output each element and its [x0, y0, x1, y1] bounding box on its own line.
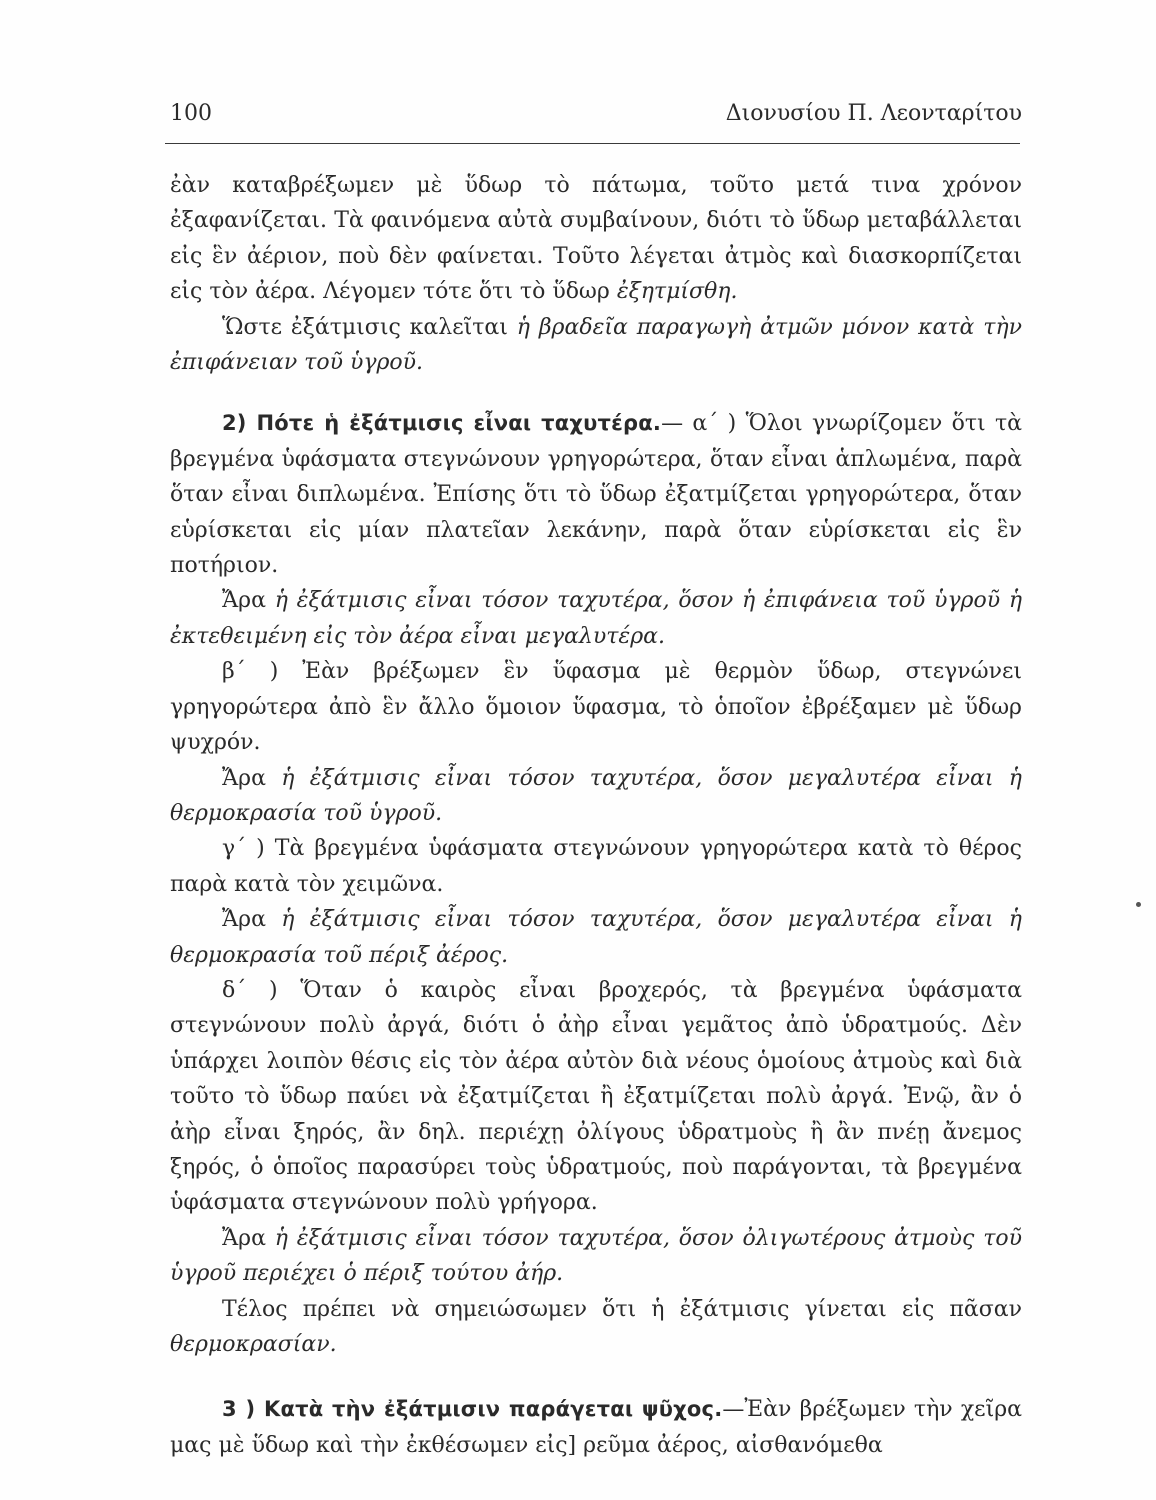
- header-rule: [165, 143, 1020, 144]
- final-italic: θερμοκρασίαν.: [170, 1332, 337, 1357]
- running-title: Διονυσίου Π. Λεονταρίτου: [725, 101, 1022, 126]
- case-d-text: δ΄ ) Ὅταν ὁ καιρὸς εἶναι βροχερός, τὰ βρεγμένα ὑφάσματα στεγνώνουν πολὺ ἀργά, διότι ὁ ἀὴρ εἶναι γεμᾶτος ἀπὸ ὑδρατμούς. Δὲν ὑπάρχει λοιπὸν θέσις εἰς τὸν ἀέρα αὐτὸν διὰ νέους ὁμοίους ἀτμοὺς καὶ διὰ τοῦτο τὸ ὕδωρ παύει νὰ ἐξατμίζεται ἢ ἐξατμίζεται πολὺ ἀργά. Ἐνῷ, ἂν ὁ ἀὴρ εἶναι ξηρός, ἂν δηλ. περιέχῃ ὀλίγους ὑδρατμοὺς ἢ ἂν πνέῃ ἄνεμος ξηρός, ὁ ὁποῖος παρασύρει τοὺς ὑδρατμούς, ποὺ παράγονται, τὰ βρεγμένα ὑφάσματα στεγνώνουν πολὺ γρήγορα.: [170, 977, 1022, 1216]
- case-d: [170, 973, 1022, 1221]
- final-lead: Τέλος πρέπει νὰ σημειώσωμεν ὅτι ἡ ἐξάτμισις γίνεται εἰς πᾶσαν: [222, 1296, 1022, 1322]
- rule-3-italic: ἡ ἐξάτμισις εἶναι τόσον ταχυτέρα, ὅσον μεγαλυτέρα εἶναι ἡ θερμοκρασία τοῦ πέριξ ἀέρος.: [170, 907, 1022, 968]
- paragraph-intro: [170, 168, 1022, 310]
- rule-3: [170, 902, 1022, 973]
- section-2-text: — α΄ ) Ὅλοι γνωρίζομεν ὅτι τὰ βρεγμένα ὑφάσματα στεγνώνουν γρηγορώτερα, ὅταν εἶναι ἁπλωμένα, παρὰ ὅταν εἶναι διπλωμένα. Ἐπίσης ὅτι τὸ ὕδωρ ἐξατμίζεται γρηγορώτερα, ὅταν εὑρίσκεται εἰς μίαν πλατεῖαν λεκάνην, παρὰ ὅταν εὑρίσκεται εἰς ἓν ποτήριον.: [170, 411, 1022, 579]
- section-3-text: —Ἐὰν βρέξωμεν τὴν χεῖρα μας μὲ ὕδωρ καὶ τὴν ἐκθέσωμεν εἰς] ρεῦμα ἀέρος, αἰσθανόμεθα: [170, 1397, 1022, 1458]
- page-number: 100: [170, 101, 212, 126]
- page-body: [170, 168, 1022, 1463]
- section-2: [170, 406, 1022, 583]
- rule-4: [170, 1221, 1022, 1292]
- case-b: [170, 654, 1022, 760]
- intro-italic: ἐξητμίσθη.: [616, 279, 738, 305]
- rule-4-lead: Ἄρα: [222, 1225, 266, 1251]
- intro-text: ἐὰν καταβρέξωμεν μὲ ὕδωρ τὸ πάτωμα, τοῦτο μετά τινα χρόνον ἐξαφανίζεται. Τὰ φαινόμενα αὐτὰ συμβαίνουν, διότι τὸ ὕδωρ μεταβάλλεται εἰς ἓν ἀέριον, ποὺ δὲν φαίνεται. Τοῦτο λέγεται ἀτμὸς καὶ διασκορπίζεται εἰς τὸν ἀέρα. Λέγομεν τότε ὅτι τὸ ὕδωρ: [170, 173, 1022, 305]
- paragraph-final: [170, 1292, 1022, 1363]
- definition-italic: ἡ βραδεῖα παραγωγὴ ἀτμῶν μόνον κατὰ τὴν ἐπιφάνειαν τοῦ ὑγροῦ.: [170, 314, 1022, 376]
- case-b-text: β΄ ) Ἐὰν βρέξωμεν ἓν ὕφασμα μὲ θερμὸν ὕδωρ, στεγνώνει γρηγορώτερα ἀπὸ ἓν ἄλλο ὅμοιον ὕφασμα, τὸ ὁποῖον ἐβρέξαμεν μὲ ὕδωρ ψυχρόν.: [170, 659, 1022, 756]
- rule-2-italic: ἡ ἐξάτμισις εἶναι τόσον ταχυτέρα, ὅσον μεγαλυτέρα εἶναι ἡ θερμοκρασία τοῦ ὑγροῦ.: [170, 765, 1022, 826]
- rule-4-italic: ἡ ἐξάτμισις εἶναι τόσον ταχυτέρα, ὅσον ὀλιγωτέρους ἀτμοὺς τοῦ ὑγροῦ περιέχει ὁ πέριξ τούτου ἀήρ.: [170, 1225, 1022, 1287]
- rule-1: [170, 583, 1022, 654]
- definition-lead: Ὥστε ἐξάτμισις καλεῖται: [222, 314, 508, 340]
- section-2-heading: 2) Πότε ἡ ἐξάτμισις εἶναι ταχυτέρα.: [222, 411, 662, 436]
- rule-1-italic: ἡ ἐξάτμισις εἶναι τόσον ταχυτέρα, ὅσον ἡ ἐπιφάνεια τοῦ ὑγροῦ ἡ ἐκτεθειμένη εἰς τὸν ἀέρα εἶναι μεγαλυτέρα.: [170, 588, 1022, 649]
- case-g: [170, 831, 1022, 902]
- rule-2: [170, 761, 1022, 832]
- section-3: [170, 1392, 1022, 1463]
- rule-1-lead: Ἄρα: [222, 588, 266, 614]
- margin-speck: [1136, 902, 1141, 907]
- rule-2-lead: Ἄρα: [222, 765, 266, 791]
- paragraph-definition: [170, 310, 1022, 381]
- section-3-heading: 3 ) Κατὰ τὴν ἐξάτμισιν παράγεται ψῦχος.: [222, 1397, 723, 1422]
- page-header: [170, 101, 1022, 133]
- case-g-text: γ΄ ) Τὰ βρεγμένα ὑφάσματα στεγνώνουν γρηγορώτερα κατὰ τὸ θέρος παρὰ κατὰ τὸν χειμῶνα.: [170, 836, 1022, 897]
- rule-3-lead: Ἄρα: [222, 907, 266, 933]
